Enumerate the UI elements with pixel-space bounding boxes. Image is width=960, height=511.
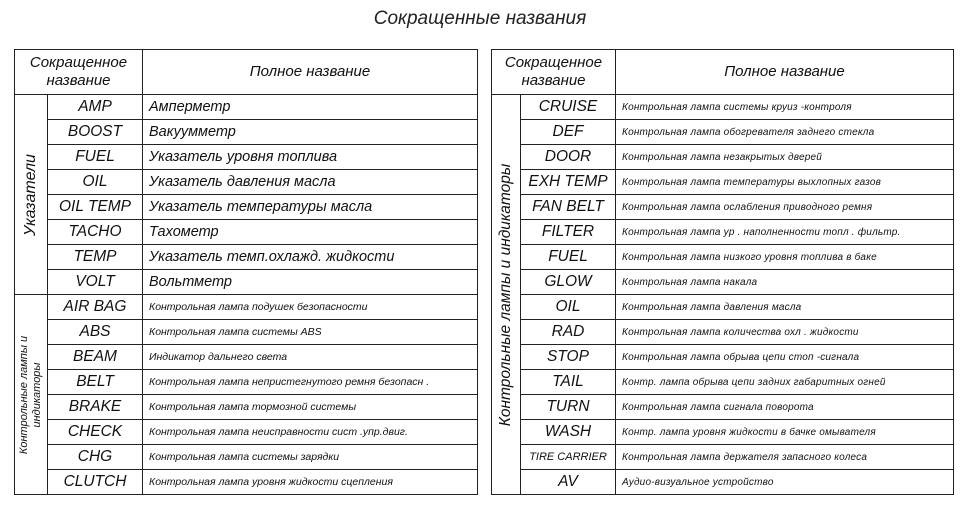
table-row bbox=[492, 470, 954, 495]
table-row bbox=[15, 445, 478, 470]
abbreviation-cell: FUEL bbox=[521, 245, 616, 270]
full-name-cell: Контрольная лампа низкого уровня топлива в баке bbox=[616, 245, 954, 270]
full-name-cell: Контрольная лампа количества охл . жидкости bbox=[616, 320, 954, 345]
table-row bbox=[15, 470, 478, 495]
group-label-cell bbox=[15, 95, 48, 295]
full-name-cell: Индикатор дальнего света bbox=[143, 345, 478, 370]
full-name-cell: Контрольная лампа накала bbox=[616, 270, 954, 295]
full-name-cell: Вакуумметр bbox=[143, 120, 478, 145]
full-name-cell: Контрольная лампа ур . наполненности топл . фильтр. bbox=[616, 220, 954, 245]
abbreviation-cell: ABS bbox=[48, 320, 143, 345]
table-row bbox=[15, 370, 478, 395]
full-name-cell: Контрольная лампа незакрытых дверей bbox=[616, 145, 954, 170]
table-row bbox=[15, 245, 478, 270]
full-name-cell: Контрольная лампа системы ABS bbox=[143, 320, 478, 345]
full-name-cell: Контрольная лампа температуры выхлопных газов bbox=[616, 170, 954, 195]
abbreviation-cell: TIRE CARRIER bbox=[521, 445, 616, 470]
abbreviation-cell: WASH bbox=[521, 420, 616, 445]
group-label-cell bbox=[492, 95, 521, 495]
table-row bbox=[15, 345, 478, 370]
full-name-cell: Контрольная лампа уровня жидкости сцепления bbox=[143, 470, 478, 495]
full-name-cell: Контрольная лампа обогревателя заднего стекла bbox=[616, 120, 954, 145]
full-name-cell: Контрольная лампа непристегнутого ремня безопасн . bbox=[143, 370, 478, 395]
abbr-column-header: Сокращенное название bbox=[15, 50, 143, 95]
full-name-cell: Указатель температуры масла bbox=[143, 195, 478, 220]
table-row bbox=[492, 320, 954, 345]
table-row bbox=[492, 270, 954, 295]
table-row bbox=[15, 170, 478, 195]
table-row bbox=[15, 220, 478, 245]
full-name-cell: Контрольная лампа сигнала поворота bbox=[616, 395, 954, 420]
table-row bbox=[492, 445, 954, 470]
abbreviation-cell: FUEL bbox=[48, 145, 143, 170]
table-row bbox=[15, 95, 478, 120]
abbreviation-cell: AIR BAG bbox=[48, 295, 143, 320]
table-row bbox=[15, 420, 478, 445]
full-name-cell: Контрольная лампа системы круиз -контроля bbox=[616, 95, 954, 120]
abbreviation-cell: EXH TEMP bbox=[521, 170, 616, 195]
full-name-cell: Контр. лампа обрыва цепи задних габаритных огней bbox=[616, 370, 954, 395]
abbreviation-cell: OIL bbox=[48, 170, 143, 195]
group-label-line-2: индикаторы bbox=[31, 361, 43, 428]
abbreviation-cell: TAIL bbox=[521, 370, 616, 395]
abbreviation-cell: CHG bbox=[48, 445, 143, 470]
full-name-cell: Контрольная лампа неисправности сист .упр.двиг. bbox=[143, 420, 478, 445]
table-row bbox=[492, 170, 954, 195]
full-name-cell: Контр. лампа уровня жидкости в бачке омывателя bbox=[616, 420, 954, 445]
full-name-cell: Контрольная лампа подушек безопасности bbox=[143, 295, 478, 320]
abbreviation-cell: CRUISE bbox=[521, 95, 616, 120]
full-name-cell: Контрольная лампа держателя запасного колеса bbox=[616, 445, 954, 470]
abbreviation-cell: TEMP bbox=[48, 245, 143, 270]
full-name-cell: Вольтметр bbox=[143, 270, 478, 295]
table-row bbox=[492, 395, 954, 420]
abbreviation-cell: TURN bbox=[521, 395, 616, 420]
full-name-cell: Тахометр bbox=[143, 220, 478, 245]
abbreviation-cell: AMP bbox=[48, 95, 143, 120]
full-name-cell: Контрольная лампа системы зарядки bbox=[143, 445, 478, 470]
table-row bbox=[15, 195, 478, 220]
abbreviation-cell: STOP bbox=[521, 345, 616, 370]
left-abbreviation-table bbox=[14, 49, 478, 495]
abbreviation-cell: OIL bbox=[521, 295, 616, 320]
abbreviation-cell: DOOR bbox=[521, 145, 616, 170]
table-row bbox=[15, 145, 478, 170]
abbreviation-cell: BOOST bbox=[48, 120, 143, 145]
group-label: Указатели bbox=[22, 153, 39, 236]
full-name-column-header: Полное название bbox=[616, 50, 954, 95]
abbreviation-cell: FAN BELT bbox=[521, 195, 616, 220]
full-name-cell: Контрольная лампа давления масла bbox=[616, 295, 954, 320]
page-title: Сокращенные названия bbox=[373, 8, 587, 29]
abbreviation-cell: TACHO bbox=[48, 220, 143, 245]
group-label bbox=[18, 335, 44, 453]
full-name-cell: Контрольная лампа тормозной системы bbox=[143, 395, 478, 420]
table-row bbox=[15, 295, 478, 320]
abbreviation-cell: VOLT bbox=[48, 270, 143, 295]
full-name-cell: Амперметр bbox=[143, 95, 478, 120]
table-row bbox=[492, 370, 954, 395]
full-name-column-header: Полное название bbox=[143, 50, 478, 95]
table-row bbox=[15, 120, 478, 145]
full-name-cell: Указатель давления масла bbox=[143, 170, 478, 195]
abbreviation-cell: BRAKE bbox=[48, 395, 143, 420]
table-row bbox=[492, 145, 954, 170]
abbreviation-cell: GLOW bbox=[521, 270, 616, 295]
abbreviation-cell: OIL TEMP bbox=[48, 195, 143, 220]
full-name-cell: Контрольная лампа обрыва цепи стоп -сигнала bbox=[616, 345, 954, 370]
table-row bbox=[492, 345, 954, 370]
abbreviation-cell: BEAM bbox=[48, 345, 143, 370]
abbr-column-header: Сокращенное название bbox=[492, 50, 616, 95]
abbreviation-cell: BELT bbox=[48, 370, 143, 395]
abbreviation-cell: CHECK bbox=[48, 420, 143, 445]
full-name-cell: Указатель уровня топлива bbox=[143, 145, 478, 170]
table-row bbox=[492, 95, 954, 120]
group-label-cell bbox=[15, 295, 48, 495]
group-label: Контрольные лампы и индикаторы bbox=[497, 163, 514, 426]
table-row bbox=[492, 220, 954, 245]
table-row bbox=[15, 270, 478, 295]
table-row bbox=[15, 395, 478, 420]
table-row bbox=[492, 295, 954, 320]
table-row bbox=[492, 195, 954, 220]
abbreviation-cell: AV bbox=[521, 470, 616, 495]
abbreviation-cell: CLUTCH bbox=[48, 470, 143, 495]
right-abbreviation-table bbox=[491, 49, 954, 495]
table-row bbox=[492, 120, 954, 145]
full-name-cell: Указатель темп.охлажд. жидкости bbox=[143, 245, 478, 270]
full-name-cell: Аудио-визуальное устройство bbox=[616, 470, 954, 495]
table-row bbox=[15, 320, 478, 345]
abbreviation-cell: FILTER bbox=[521, 220, 616, 245]
table-row bbox=[492, 245, 954, 270]
abbreviation-cell: DEF bbox=[521, 120, 616, 145]
abbreviation-cell: RAD bbox=[521, 320, 616, 345]
group-label-line-1: Контрольные лампы и bbox=[18, 335, 30, 454]
full-name-cell: Контрольная лампа ослабления приводного ремня bbox=[616, 195, 954, 220]
table-row bbox=[492, 420, 954, 445]
